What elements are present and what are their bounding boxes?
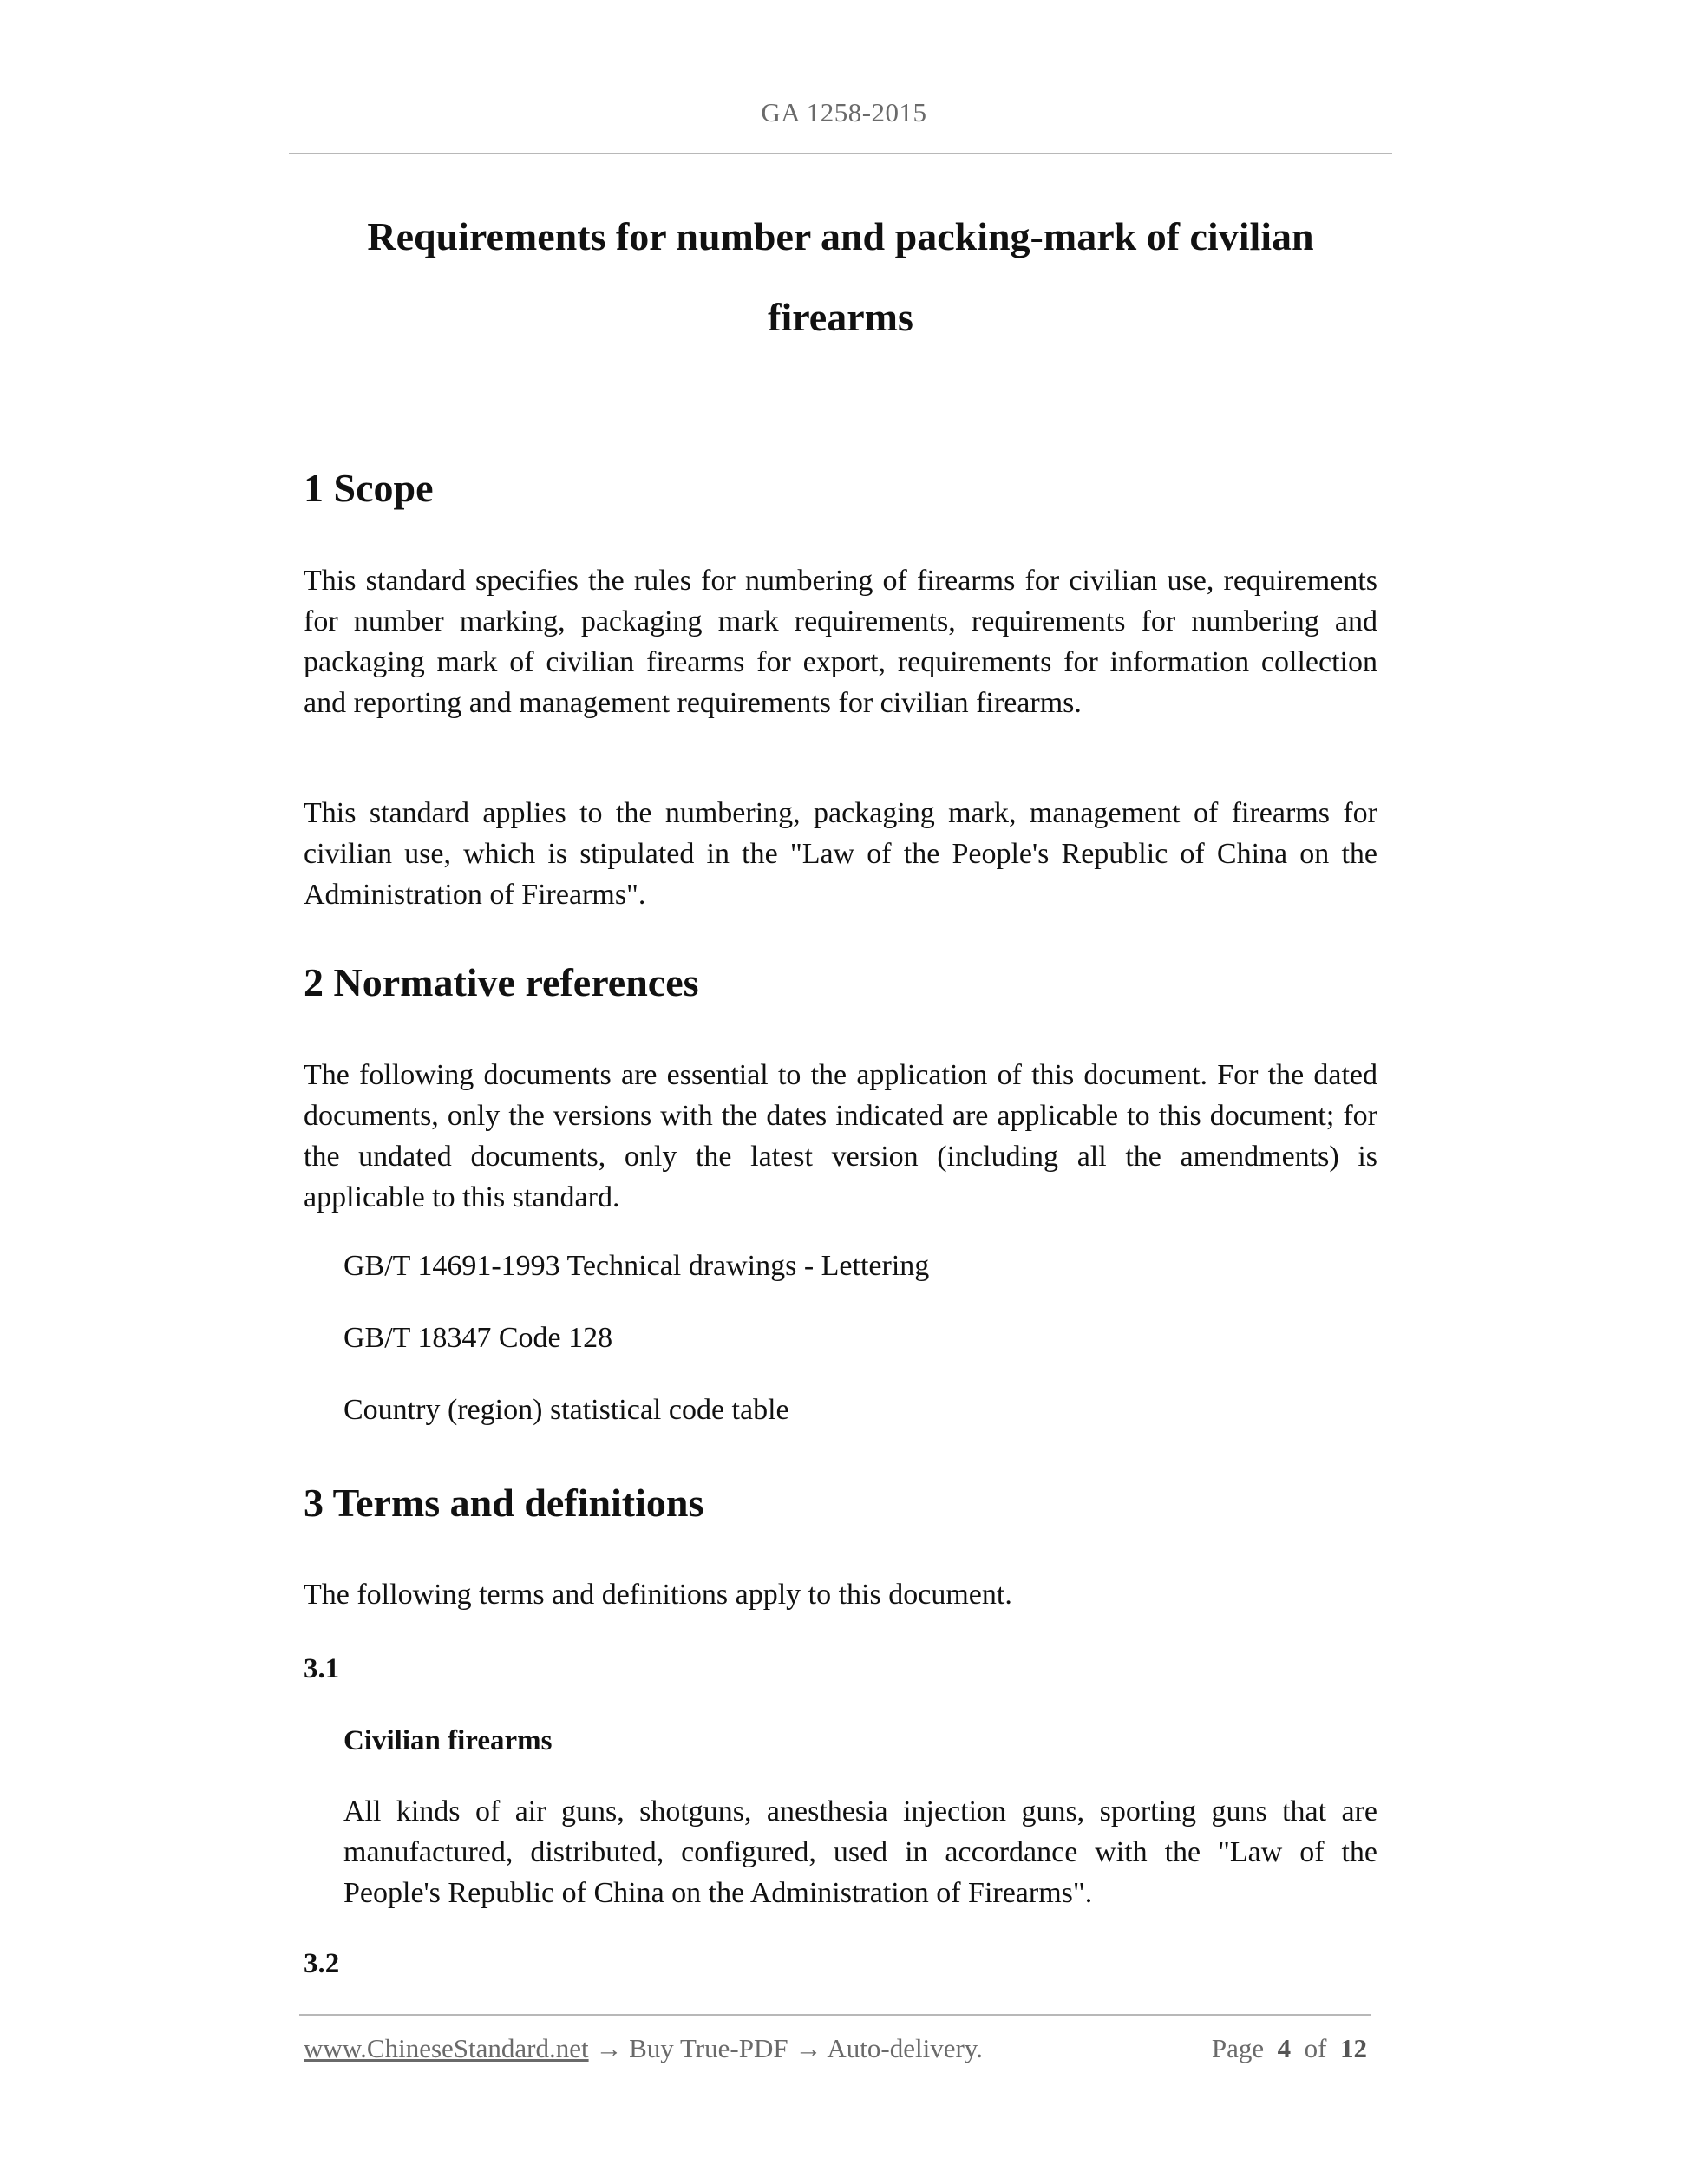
- of-label: of: [1304, 2033, 1327, 2063]
- chinesestandard-link[interactable]: www.ChineseStandard.net: [304, 2033, 589, 2063]
- section-heading-scope: 1 Scope: [304, 466, 434, 510]
- arrow-right-icon: →: [795, 2033, 822, 2063]
- term-number: 3.2: [304, 1948, 340, 1979]
- normative-reference-item: Country (region) statistical code table: [343, 1394, 789, 1426]
- term-name: Civilian firearms: [343, 1725, 553, 1756]
- term-number: 3.1: [304, 1653, 340, 1684]
- footer-buy-text: Buy True-PDF: [629, 2033, 788, 2063]
- section-heading-normative-references: 2 Normative references: [304, 960, 699, 1004]
- term-definition: All kinds of air guns, shotguns, anesthesia injection guns, sporting guns that are manufactured, distributed, configured, used in accordance with the "Law of the People's Republic of China on the Administration of Firearms".: [343, 1795, 1377, 1909]
- title-line-2: firearms: [768, 295, 913, 339]
- arrow-right-icon: →: [595, 2033, 623, 2063]
- footer-promo: [304, 2033, 983, 2064]
- title-line-1: Requirements for number and packing-mark of civilian: [367, 214, 1314, 258]
- header-divider: [289, 153, 1392, 154]
- section-heading-terms-and-definitions: 3 Terms and definitions: [304, 1481, 704, 1525]
- scope-paragraph-2: This standard applies to the numbering, packaging mark, management of firearms for civilian use, which is stipulated in the "Law of the People's Republic of China on the Administration of Firearms".: [304, 797, 1377, 911]
- page-indicator: [1212, 2033, 1367, 2064]
- scope-paragraph-1: This standard specifies the rules for numbering of firearms for civilian use, requirements for number marking, packaging mark requirements, requirements for numbering and packaging mark of civilian firearms for export, requirements for information collection and reporting and management requirements for civilian firearms.: [304, 565, 1377, 719]
- footer-divider: [299, 2014, 1371, 2016]
- header-document-code: GA 1258-2015: [761, 97, 927, 128]
- current-page-number: 4: [1277, 2033, 1292, 2063]
- normative-reference-item: GB/T 18347 Code 128: [343, 1322, 613, 1354]
- footer-delivery-text: Auto-delivery.: [827, 2033, 984, 2063]
- page-label: Page: [1211, 2033, 1265, 2063]
- page-footer: [304, 2033, 1367, 2071]
- normative-paragraph: The following documents are essential to the application of this document. For the dated documents, only the versions with the dates indicated are applicable to this document; for the undated documents, only the latest version (including all the amendments) is applicable to this standard.: [304, 1059, 1377, 1213]
- document-title: [289, 196, 1392, 357]
- normative-reference-item: GB/T 14691-1993 Technical drawings - Lettering: [343, 1250, 930, 1282]
- total-page-count: 12: [1340, 2033, 1367, 2063]
- terms-intro-paragraph: The following terms and definitions apply to this document.: [304, 1579, 1012, 1611]
